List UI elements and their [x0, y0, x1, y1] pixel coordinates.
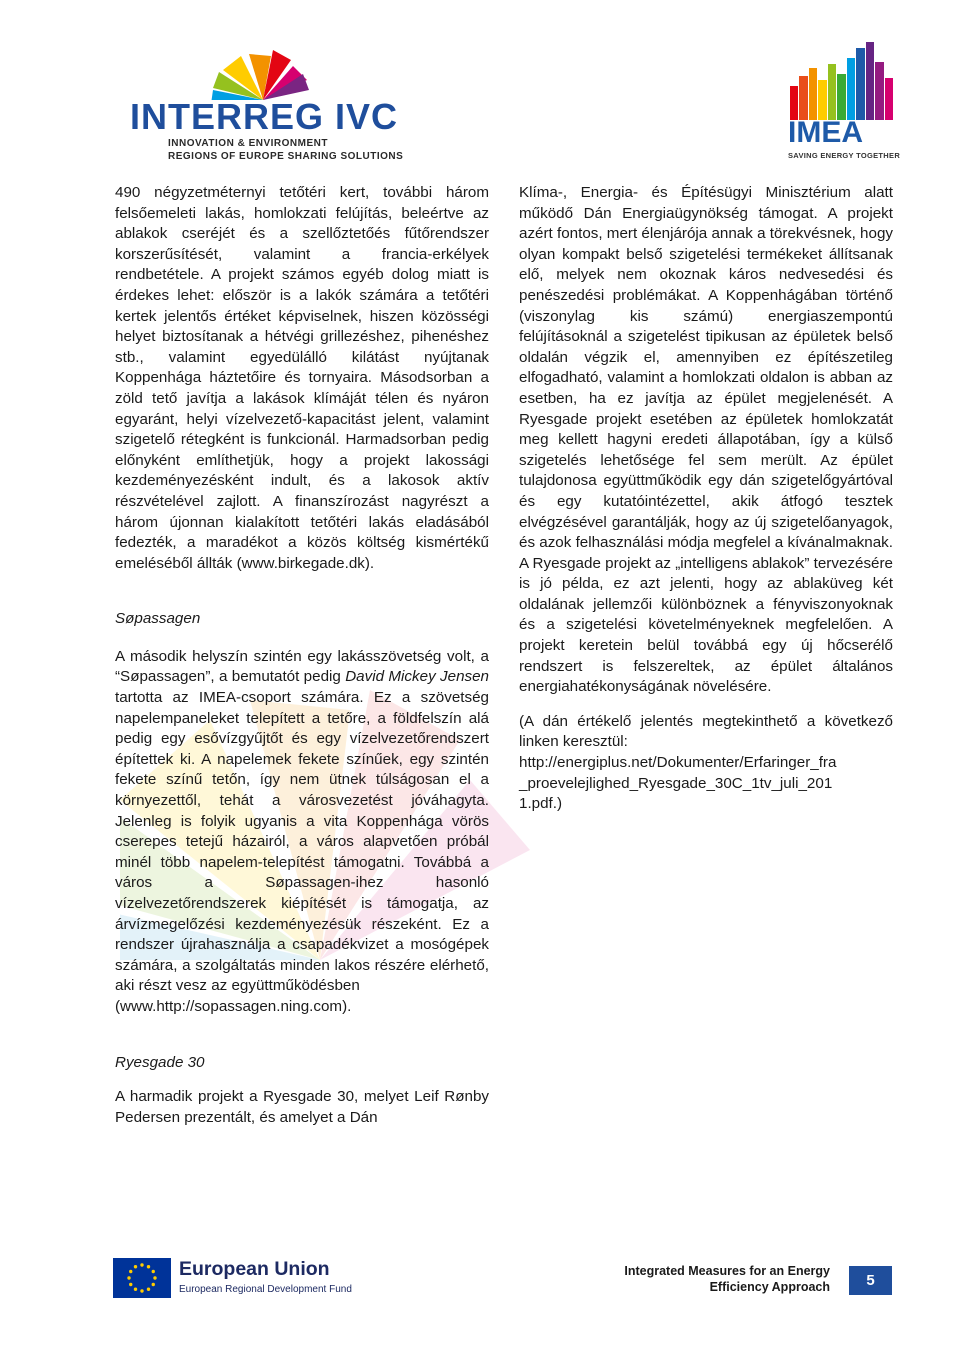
eu-title: European Union — [179, 1258, 330, 1280]
paragraph-2-body: tartotta az IMEA-csoport számára. Ez a szövetség napelempaneleket telepített a tetőre, a földfelszín alá pedig egy esővízgyűjtőt és egy vízelvezetőrendszert építettek ki. A napelemek fekete színűek, egy szintén fekete színű tetőn, így nem ütnek túlságosan el a környezettől, tehát a városvezetést jóváhagyta. Jelenleg is folyik ugyanis a vita Koppenhága vörös cserepes tetejű házairól, a város alapvetően próbál minél több napelem-telepítést támogatni. Továbbá a város a Søpassagen-ihez hasonló vízelvezetőrendszerek kiépítését is támogatja, az árvízmegelőzési kezdeményezésük részeként. Ez a rendszer újrahasználja a csapadékvizet a mosógépek számára, a szolgáltatás minden lakos részére elérhető, aki részt vesz az együttműködésben — [115, 689, 489, 995]
eu-subtitle: European Regional Development Fund — [179, 1284, 352, 1295]
eu-star-icon — [153, 1276, 156, 1279]
interreg-subtitle-2: REGIONS OF EUROPE SHARING SOLUTIONS — [168, 151, 404, 162]
eu-star-icon — [147, 1265, 150, 1268]
footer-tagline-line-1: Integrated Measures for an Energy — [624, 1264, 830, 1278]
right-paragraph-2: (A dán értékelő jelentés megtekinthető a következő linken keresztül: — [519, 712, 893, 751]
left-column — [115, 183, 489, 1128]
presenter-name: David Mickey Jensen — [345, 668, 490, 686]
interreg-subtitle-1: INNOVATION & ENVIRONMENT — [168, 138, 328, 149]
eu-star-icon — [134, 1288, 137, 1291]
left-paragraph-1: 490 négyzetméternyi tetőtéri kert, további három felsőemeleti lakás, homlokzati felújítás, beleértve az ablakok cseréjét és a szellőztetőés fűtőrendszer korszerűsítését, valamint a francia-erkélyek rendbetétele. A projekt számos egyéb dolog miatt is érdekes lehet: először is a lakók számára a tetőtéri kertek jelentős értéket képviselnek, hiszen közösségi helyet biztosítanak a hétvégi grillezéshez, pihenéshez stb., valamint egyedülálló kilátást nyújtanak Koppenhága háztetőire és tornyaira. Másodsorban a zöld tető javítja a lakások klímáját télen és nyáron egyaránt, helyi vízelvezető-kapacitást jelent, valamint szigetelő rétegként is funkcionál. Harmadsorban pedig előnyként említhetjük, hogy a projekt lakossági kezdeményezésként indult, és a lakosok aktív részvételével zajlott. A finanszírozást nagyrészt a három újonnan kialakított tetőtéri lakás eladásából fedezték, a maradékot a közös költség kismértékű emeléséből állták (www.birkegade.dk). — [115, 184, 489, 572]
eu-flag-icon — [113, 1258, 171, 1298]
report-url-line-1[interactable]: http://energiplus.net/Dokumenter/Erfaringer_fra — [519, 754, 837, 772]
eu-star-icon — [127, 1276, 130, 1279]
imea-title: IMEA — [788, 116, 863, 149]
interreg-star-mark-icon — [108, 0, 428, 100]
interreg-title: INTERREG IVC — [130, 96, 399, 137]
eu-star-icon — [147, 1288, 150, 1291]
eu-star-icon — [140, 1289, 143, 1292]
eu-star-icon — [152, 1270, 155, 1273]
right-paragraph-1: Klíma-, Energia- és Építésügyi Minisztérium alatt működő Dán Energiaügynökség támogat. A projekt azért fontos, mert élenjárója annak a törekvésnek, hogy olyan kompakt belső szigetelési termékeket állítsanak elő, melyek nem okoznak káros nedvesedési és penészedési problémákat. A Koppenhágában történő (viszonylag kis számú) energiaszempontú felújításoknál a szigetelést tipikusan az épületek belső oldalán végzik el, amennyiben ez építészetileg elfogadható, valamint a homlokzati oldalon is abban az esetben, ha ez javítja az épület megjelenését. A Ryesgade projekt esetében az épületek homlokzatát meg kellett hagyni eredeti állapotában, így a külső szigetelés lehetősége fel sem merült. Az épület tulajdonosa együttműködik egy dán szigetelőgyártóval és egy kutatóintézettel, akik átfogó tesztek elvégzésével garantálják, hogy az új szigetelőanyagok, és azok felhasználási módja megfelel a kívánalmaknak. A Ryesgade projekt az „intelligens ablakok” tervezésére is jó példa, ez azt jelenti, hogy az ablaküveg két oldalának jellemzői különböznek a fényviszonyoknak és a szigetelési követelményeknek megfelelően. A projekt keretein belül továbbá egy új hőcserélő rendszert is felszereltek, az épület általános energiahatékonyságának növelésére. — [519, 184, 893, 696]
report-url-line-3[interactable]: 1.pdf.) — [519, 795, 563, 813]
right-column — [519, 183, 893, 815]
heading-ryesgade: Ryesgade 30 — [115, 1053, 205, 1071]
eu-star-icon — [152, 1283, 155, 1286]
interreg-logo — [108, 0, 428, 170]
sopassagen-link[interactable]: (www.http://sopassagen.ning.com). — [115, 997, 352, 1015]
heading-sopassagen: Søpassagen — [115, 610, 201, 628]
eu-star-icon — [140, 1263, 143, 1266]
report-url-line-2[interactable]: _proevelejlighed_Ryesgade_30C_1tv_juli_201 — [519, 774, 833, 792]
paragraph-2-intro: A második helyszín szintén egy lakásszövetség volt, a “Søpassagen”, a bemutatót pedig — [115, 647, 489, 686]
eu-star-icon — [129, 1270, 132, 1273]
imea-tagline: SAVING ENERGY TOGETHER — [788, 151, 901, 160]
eu-star-icon — [134, 1265, 137, 1268]
eu-logo — [113, 1258, 373, 1300]
footer-tagline — [600, 1263, 830, 1295]
footer-tagline-line-2: Efficiency Approach — [709, 1280, 830, 1294]
imea-logo — [786, 40, 906, 165]
left-paragraph-3: A harmadik projekt a Ryesgade 30, melyet Leif Rønby Pedersen prezentált, és amelyet a Dán — [115, 1088, 489, 1126]
page-number: 5 — [849, 1266, 892, 1295]
eu-star-icon — [129, 1283, 132, 1286]
imea-skyline-icon — [786, 40, 896, 120]
left-paragraph-2 — [115, 647, 489, 997]
